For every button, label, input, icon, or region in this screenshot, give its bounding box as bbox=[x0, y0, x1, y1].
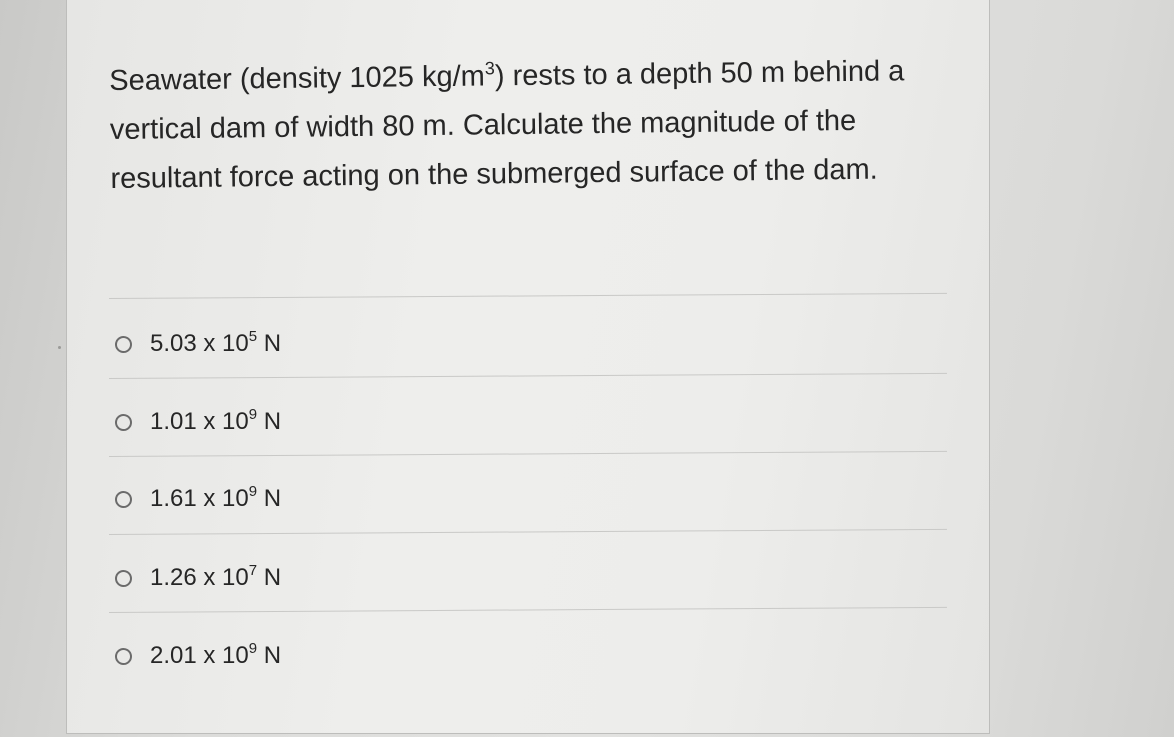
radio-button[interactable] bbox=[115, 570, 132, 587]
answer-unit: N bbox=[257, 408, 282, 435]
answer-mantissa: 2.01 x 10 bbox=[150, 642, 249, 669]
answer-exponent: 5 bbox=[248, 328, 258, 345]
answer-mantissa: 1.61 x 10 bbox=[150, 485, 249, 512]
answer-exponent: 9 bbox=[248, 406, 258, 423]
answer-mantissa: 5.03 x 10 bbox=[150, 330, 249, 357]
answer-label bbox=[150, 408, 281, 436]
answer-option-2[interactable] bbox=[115, 402, 281, 442]
answer-list bbox=[67, 0, 989, 733]
answer-exponent: 9 bbox=[248, 483, 258, 500]
question-text-before: Seawater (density 1025 kg/m bbox=[109, 60, 486, 97]
answer-unit: N bbox=[257, 642, 282, 669]
answer-exponent: 9 bbox=[248, 640, 258, 657]
answer-label bbox=[150, 330, 281, 358]
edge-dot bbox=[58, 346, 61, 349]
question-superscript: 3 bbox=[484, 58, 495, 79]
question-text-after: ) rests to a depth 50 m behind a vertical dam of width 80 m. Calculate the magnitude of the resultant force acting on the submerged surface of the dam. bbox=[109, 55, 905, 195]
answer-exponent: 7 bbox=[248, 562, 258, 579]
question-card bbox=[66, 0, 990, 734]
answer-label bbox=[150, 485, 281, 513]
answer-unit: N bbox=[257, 485, 282, 512]
radio-button[interactable] bbox=[115, 648, 132, 665]
radio-button[interactable] bbox=[115, 491, 132, 508]
answer-option-3[interactable] bbox=[115, 479, 281, 519]
answer-option-1[interactable] bbox=[115, 324, 281, 364]
answer-unit: N bbox=[257, 564, 282, 591]
radio-button[interactable] bbox=[115, 414, 132, 431]
answer-option-4[interactable] bbox=[115, 558, 281, 598]
answer-label bbox=[150, 642, 281, 670]
answer-mantissa: 1.01 x 10 bbox=[150, 408, 249, 435]
answer-mantissa: 1.26 x 10 bbox=[150, 564, 249, 591]
answer-option-5[interactable] bbox=[115, 636, 281, 676]
radio-button[interactable] bbox=[115, 336, 132, 353]
answer-label bbox=[150, 564, 281, 592]
answer-unit: N bbox=[257, 330, 282, 357]
